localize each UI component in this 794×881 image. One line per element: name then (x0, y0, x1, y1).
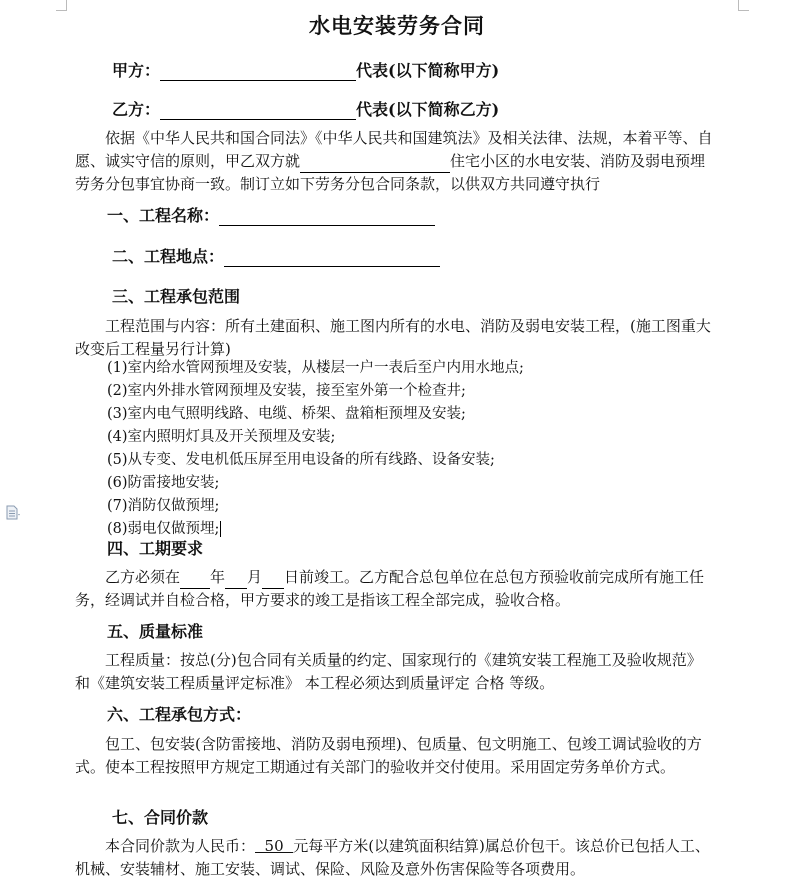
section-4-text-2: 年 (210, 568, 226, 586)
section-7-heading: 七、合同价款 (112, 808, 209, 827)
project-name-field[interactable] (219, 207, 435, 226)
section-4-heading: 四、工期要求 (107, 539, 204, 558)
section-4-text-4: 日前竣工。乙方配合总包单位在总包方预验收前完成所有施工任务，经调试并自检合格，甲方要求的竣工是指该工程全部完成，验收合格。 (75, 568, 705, 609)
scope-item: (4)室内照明灯具及开关预埋及安装; (107, 429, 336, 445)
section-4-text-3: 月 (247, 568, 263, 586)
section-2-heading: 二、工程地点： (112, 247, 225, 266)
intro-paragraph (75, 127, 715, 196)
scope-item: (8)弱电仅做预埋; (107, 521, 220, 537)
party-b-suffix: 代表(以下简称乙方) (356, 100, 500, 119)
section-1-heading: 一、工程名称： (107, 206, 220, 225)
section-7-text-2: 元每平方米(以建筑面积结算)属总价包干。该总价已包括人工、机械、安装辅材、施工安装、调试、保险、风险及意外伤害保险等各项费用。 (75, 837, 710, 878)
year-blank[interactable] (180, 572, 210, 589)
project-location-field[interactable] (224, 248, 440, 267)
day-blank[interactable] (262, 572, 284, 589)
section-3-desc (75, 315, 715, 361)
section-2-line (112, 244, 440, 267)
party-b-line (112, 97, 499, 120)
scope-item: (3)室内电气照明线路、电缆、桥架、盘箱柜预埋及安装; (107, 406, 466, 422)
party-a-label: 甲方： (112, 61, 161, 80)
project-name-blank[interactable] (300, 156, 450, 173)
price-amount[interactable]: 50 (255, 837, 294, 855)
section-7-text-1: 本合同价款为人民币： (105, 837, 256, 855)
scope-item: (6)防雷接地安装; (107, 475, 220, 491)
section-3-heading: 三、工程承包范围 (112, 287, 241, 306)
party-a-suffix: 代表(以下简称甲方) (356, 61, 500, 80)
section-5-text: 工程质量：按总(分)包合同有关质量的约定、国家现行的《建筑安装工程施工及验收规范》和《建筑安装工程质量评定标准》 本工程必须达到质量评定 合格 等级。 (75, 651, 702, 692)
section-4-paragraph (75, 566, 715, 612)
scope-item: (7)消防仅做预埋; (107, 498, 220, 514)
section-4-text-1: 乙方必须在 (105, 568, 181, 586)
section-1-line (107, 203, 435, 226)
document-title: 水电安装劳务合同 (309, 13, 485, 38)
month-blank[interactable] (225, 572, 247, 589)
document-icon[interactable] (6, 505, 20, 520)
scope-item: (1)室内给水管网预埋及安装，从楼层一户一表后至户内用水地点; (107, 360, 524, 376)
section-6-paragraph (75, 733, 715, 779)
intro-text-2: 住宅小区的水电安装、消防及弱电预埋劳务分包事宜协商一致。制订立如下劳务分包合同条款，以供双方共同遵守执行 (75, 152, 706, 193)
text-cursor (220, 521, 221, 537)
party-b-label: 乙方： (112, 100, 161, 119)
section-6-text: 包工、包安装(含防雷接地、消防及弱电预埋)、包质量、包文明施工、包竣工调试验收的方式。使本工程按照甲方规定工期通过有关部门的验收并交付使用。采用固定劳务单价方式。 (75, 735, 702, 776)
section-3-desc-text: 工程范围与内容：所有土建面积、施工图内所有的水电、消防及弱电安装工程，(施工图重大改变后工程量另行计算) (75, 317, 711, 358)
section-5-heading: 五、质量标准 (107, 622, 204, 641)
scope-item: (5)从专变、发电机低压屏至用电设备的所有线路、设备安装; (107, 452, 495, 468)
section-6-heading: 六、工程承包方式： (107, 705, 252, 724)
scope-item: (2)室内外排水管网预埋及安装，接至室外第一个检查井; (107, 383, 466, 399)
party-a-line (112, 58, 499, 81)
party-a-blank[interactable] (160, 62, 356, 81)
section-5-paragraph (75, 649, 715, 695)
party-b-blank[interactable] (160, 101, 356, 120)
section-7-paragraph (75, 835, 715, 881)
intro-text-1: 依据《中华人民共和国合同法》《中华人民共和国建筑法》及相关法律、法规，本着平等、自愿、诚实守信的原则，甲乙双方就 (75, 129, 713, 170)
